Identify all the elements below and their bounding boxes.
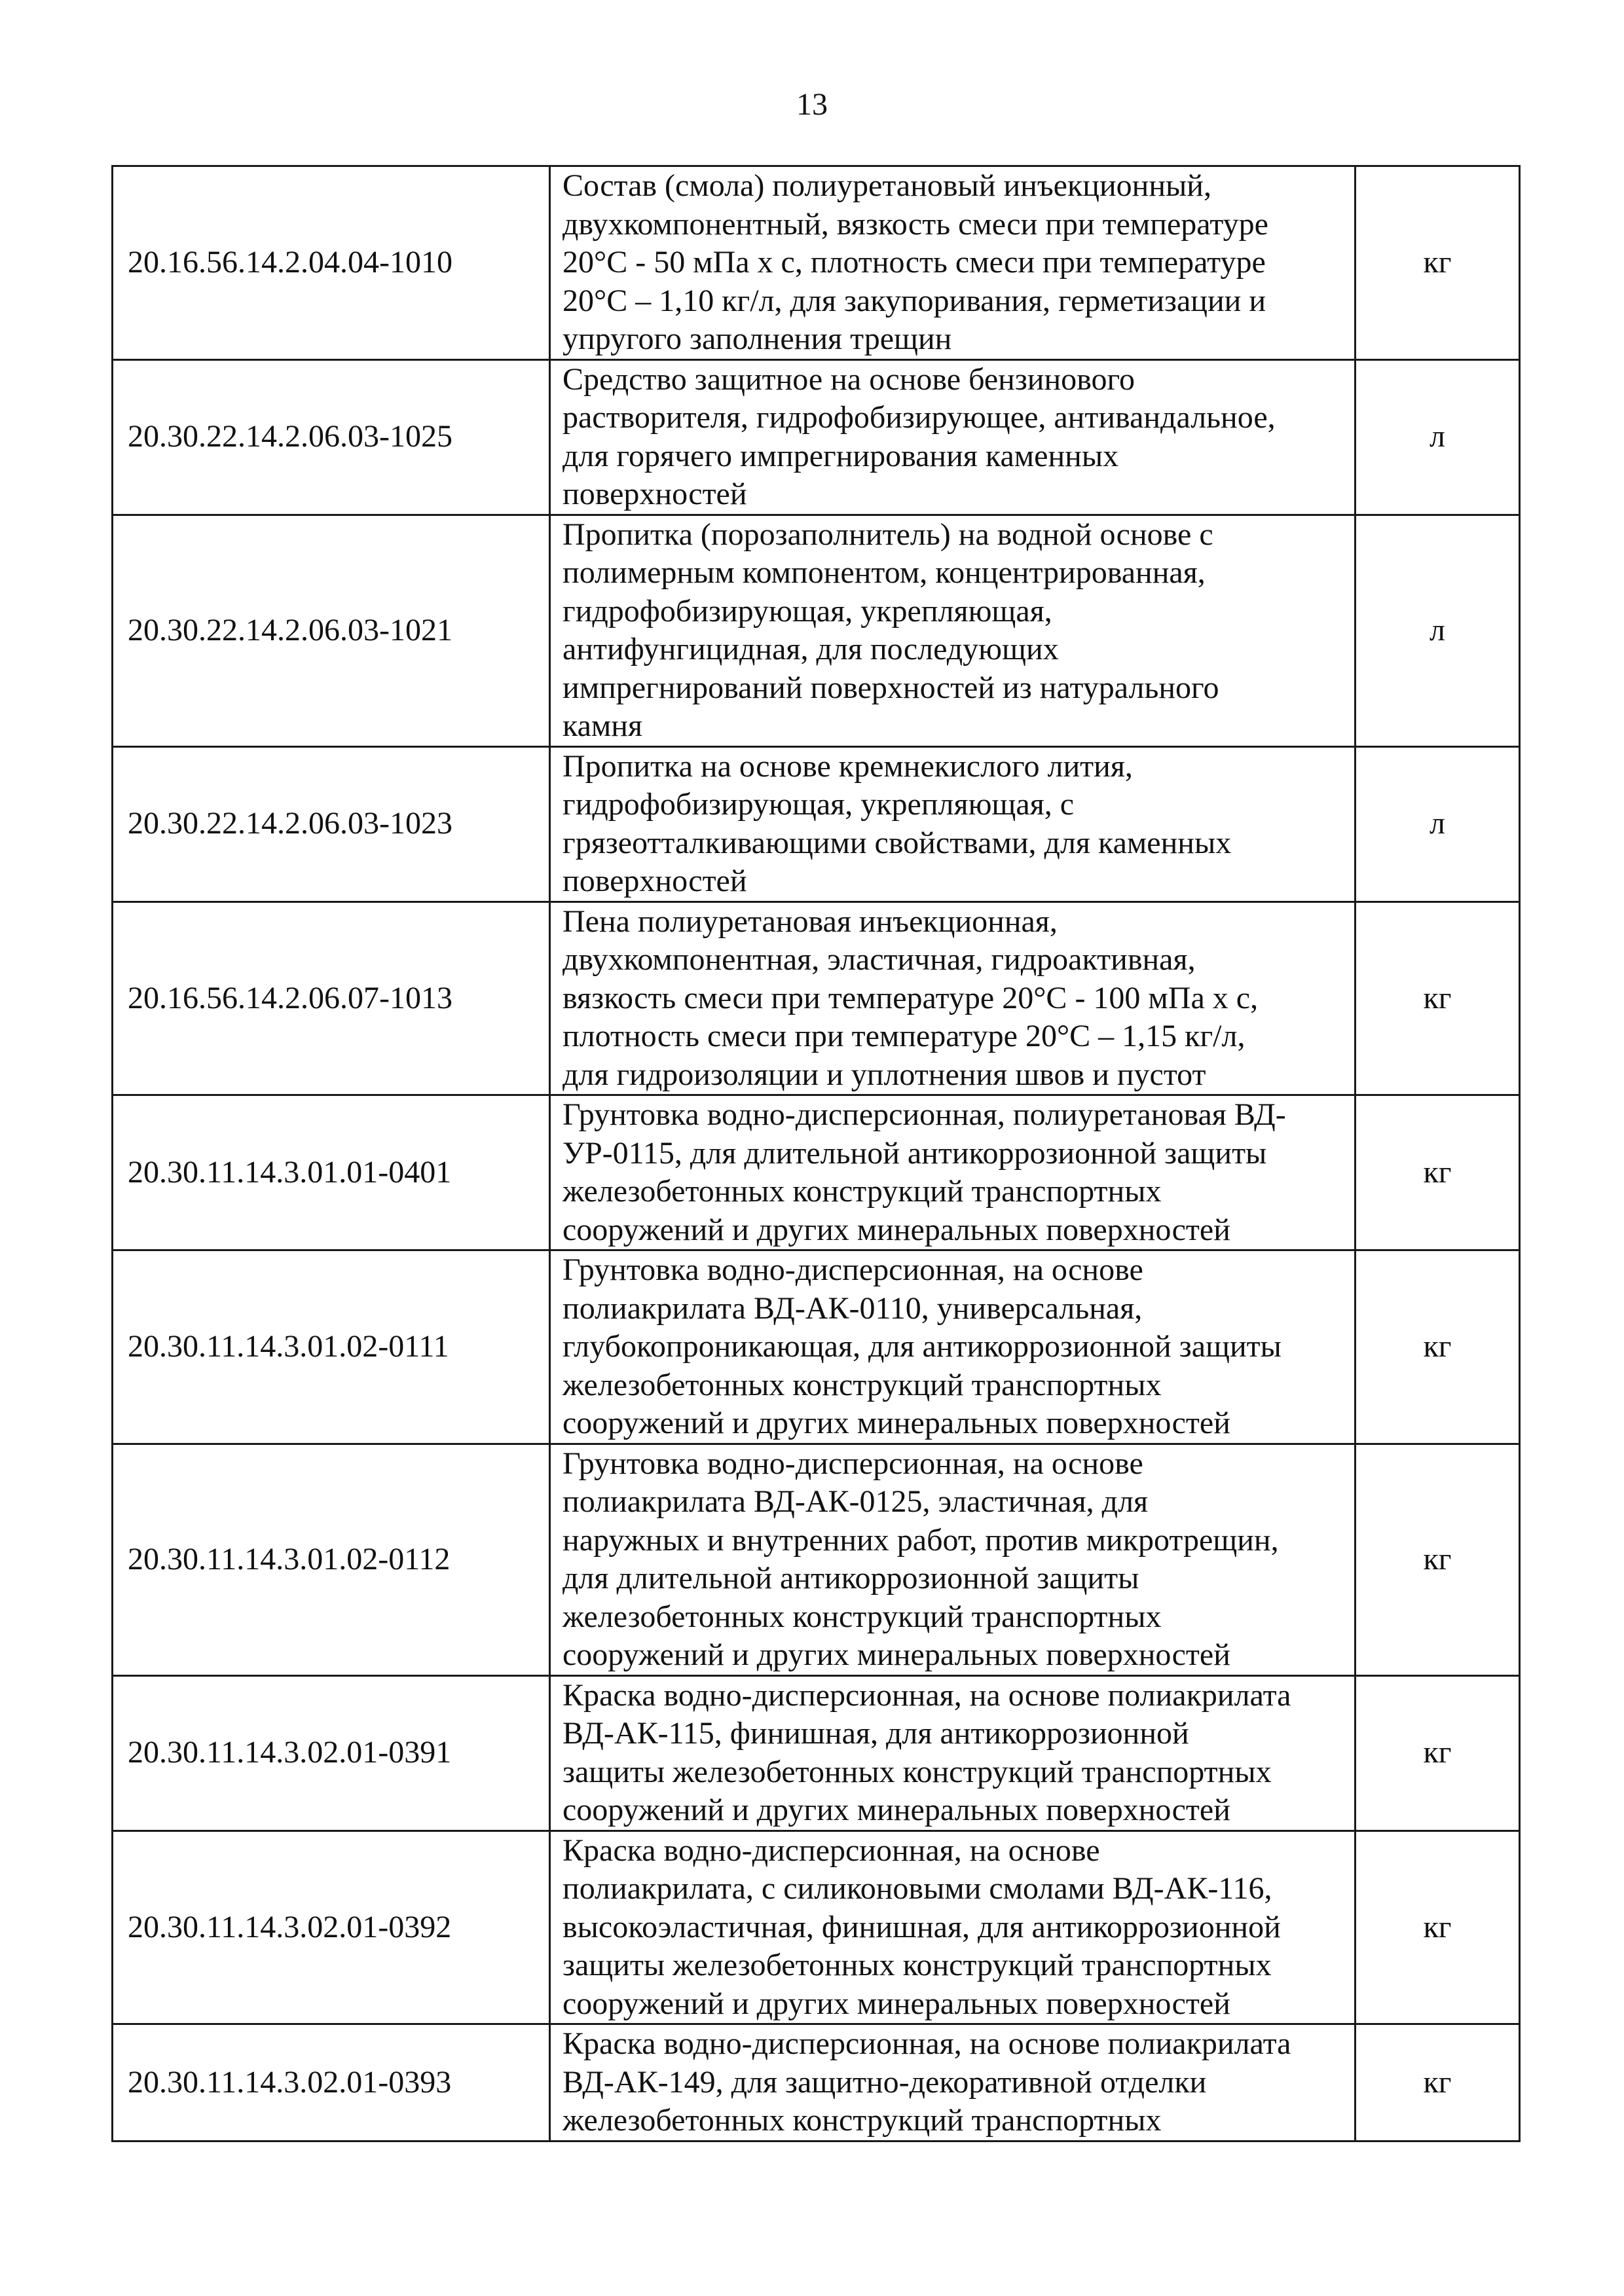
unit-of-measure: кг xyxy=(1356,1250,1520,1444)
description-line: Грунтовка водно-дисперсионная, полиуретановая ВД- xyxy=(563,1097,1286,1132)
description-line: поверхностей xyxy=(563,864,747,898)
description-line: плотность смеси при температуре 20°С – 1,15 кг/л, xyxy=(563,1019,1246,1053)
description-line: Грунтовка водно-дисперсионная, на основе xyxy=(563,1252,1143,1287)
resource-description xyxy=(550,2024,1356,2141)
description-line: двухкомпонентный, вязкость смеси при температуре xyxy=(563,206,1268,242)
description-line: вязкость смеси при температуре 20°С - 100 мПа х с, xyxy=(563,980,1259,1015)
description-line: Пропитка на основе кремнекислого лития, xyxy=(563,748,1133,784)
resource-description xyxy=(550,1250,1356,1444)
resource-description xyxy=(550,1095,1356,1250)
description-line: Краска водно-дисперсионная, на основе полиакрилата xyxy=(563,2026,1291,2061)
description-line: железобетонных конструкций транспортных xyxy=(563,1367,1162,1402)
description-line: гидрофобизирующая, укрепляющая, с xyxy=(563,787,1075,822)
unit-of-measure: кг xyxy=(1356,166,1520,360)
description-line: полиакрилата ВД-АК-0125, эластичная, для xyxy=(563,1484,1149,1519)
resource-code: 20.30.11.14.3.01.02-0111 xyxy=(113,1250,550,1444)
description-line: железобетонных конструкций транспортных xyxy=(563,1599,1162,1634)
description-line: грязеотталкивающими свойствами, для каменных xyxy=(563,825,1232,860)
table-row xyxy=(113,1250,1520,1444)
unit-of-measure: кг xyxy=(1356,2024,1520,2141)
description-line: Пропитка (порозаполнитель) на водной основе с xyxy=(563,517,1213,552)
description-line: полимерным компонентом, концентрированная, xyxy=(563,555,1206,590)
page-number: 13 xyxy=(796,87,828,122)
resource-code: 20.30.22.14.2.06.03-1025 xyxy=(113,359,550,515)
description-line: 20°С - 50 мПа х с, плотность смеси при температуре xyxy=(563,245,1266,280)
description-line: ВД-АК-115, финишная, для антикоррозионной xyxy=(563,1716,1189,1751)
description-line: антифунгицидная, для последующих xyxy=(563,632,1059,666)
resource-description xyxy=(550,1675,1356,1831)
description-line: Пена полиуретановая инъекционная, xyxy=(563,903,1058,939)
materials-table-body xyxy=(113,166,1520,2141)
description-line: для гидроизоляции и уплотнения швов и пустот xyxy=(563,1057,1206,1092)
unit-of-measure: л xyxy=(1356,746,1520,902)
description-line: Краска водно-дисперсионная, на основе xyxy=(563,1832,1100,1868)
description-line: железобетонных конструкций транспортных xyxy=(563,1174,1162,1209)
description-line: Средство защитное на основе бензинового xyxy=(563,361,1135,397)
description-line: сооружений и других минеральных поверхностей xyxy=(563,1986,1230,2021)
unit-of-measure: л xyxy=(1356,359,1520,515)
unit-of-measure: кг xyxy=(1356,1831,1520,2024)
resource-code: 20.30.11.14.3.02.01-0392 xyxy=(113,1831,550,2024)
description-line: упругого заполнения трещин xyxy=(563,321,952,356)
description-line: полиакрилата ВД-АК-0110, универсальная, xyxy=(563,1290,1143,1326)
description-line: защиты железобетонных конструкций транспортных xyxy=(563,1948,1272,1982)
table-row xyxy=(113,515,1520,746)
description-line: железобетонных конструкций транспортных xyxy=(563,2103,1162,2138)
description-line: защиты железобетонных конструкций транспортных xyxy=(563,1754,1272,1789)
resource-description xyxy=(550,1444,1356,1675)
table-row xyxy=(113,746,1520,902)
table-row xyxy=(113,359,1520,515)
resource-description xyxy=(550,515,1356,746)
description-line: гидрофобизирующая, укрепляющая, xyxy=(563,593,1052,629)
description-line: глубокопроникающая, для антикоррозионной защиты xyxy=(563,1329,1282,1364)
description-line: сооружений и других минеральных поверхностей xyxy=(563,1212,1230,1247)
table-row xyxy=(113,166,1520,360)
unit-of-measure: кг xyxy=(1356,1444,1520,1675)
description-line: УР-0115, для длительной антикоррозионной защиты xyxy=(563,1135,1267,1171)
resource-code: 20.16.56.14.2.06.07-1013 xyxy=(113,902,550,1095)
table-row xyxy=(113,1675,1520,1831)
description-line: наружных и внутренних работ, против микротрещин, xyxy=(563,1522,1279,1558)
description-line: Краска водно-дисперсионная, на основе полиакрилата xyxy=(563,1677,1291,1713)
resource-code: 20.30.11.14.3.01.02-0112 xyxy=(113,1444,550,1675)
table-row xyxy=(113,902,1520,1095)
table-row xyxy=(113,1444,1520,1675)
description-line: камня xyxy=(563,708,643,743)
description-line: импрегнирований поверхностей из натурального xyxy=(563,670,1219,705)
description-line: полиакрилата, с силиконовыми смолами ВД-АК-116, xyxy=(563,1871,1272,1906)
resource-code: 20.30.22.14.2.06.03-1023 xyxy=(113,746,550,902)
description-line: сооружений и других минеральных поверхностей xyxy=(563,1637,1230,1672)
unit-of-measure: кг xyxy=(1356,1095,1520,1250)
resource-description xyxy=(550,746,1356,902)
description-line: 20°С – 1,10 кг/л, для закупоривания, герметизации и xyxy=(563,283,1266,318)
unit-of-measure: л xyxy=(1356,515,1520,746)
description-line: сооружений и других минеральных поверхностей xyxy=(563,1406,1230,1440)
description-line: высокоэластичная, финишная, для антикоррозионной xyxy=(563,1909,1281,1944)
description-line: двухкомпонентная, эластичная, гидроактивная, xyxy=(563,942,1196,977)
resource-code: 20.16.56.14.2.04.04-1010 xyxy=(113,166,550,360)
resource-description xyxy=(550,902,1356,1095)
unit-of-measure: кг xyxy=(1356,902,1520,1095)
resource-code: 20.30.11.14.3.01.01-0401 xyxy=(113,1095,550,1250)
description-line: для длительной антикоррозионной защиты xyxy=(563,1561,1139,1595)
table-row xyxy=(113,1831,1520,2024)
resource-description xyxy=(550,359,1356,515)
resource-description xyxy=(550,1831,1356,2024)
description-line: растворителя, гидрофобизирующее, антивандальное, xyxy=(563,400,1276,435)
description-line: Грунтовка водно-дисперсионная, на основе xyxy=(563,1446,1143,1481)
table-row xyxy=(113,1095,1520,1250)
description-line: ВД-АК-149, для защитно-декоративной отделки xyxy=(563,2064,1207,2100)
resource-code: 20.30.11.14.3.02.01-0391 xyxy=(113,1675,550,1831)
materials-table xyxy=(111,165,1521,2142)
resource-code: 20.30.11.14.3.02.01-0393 xyxy=(113,2024,550,2141)
description-line: для горячего импрегнирования каменных xyxy=(563,438,1119,473)
resource-description xyxy=(550,166,1356,360)
table-row xyxy=(113,2024,1520,2141)
description-line: поверхностей xyxy=(563,477,747,511)
unit-of-measure: кг xyxy=(1356,1675,1520,1831)
description-line: сооружений и других минеральных поверхностей xyxy=(563,1793,1230,1827)
description-line: Состав (смола) полиуретановый инъекционный, xyxy=(563,168,1211,203)
resource-code: 20.30.22.14.2.06.03-1021 xyxy=(113,515,550,746)
